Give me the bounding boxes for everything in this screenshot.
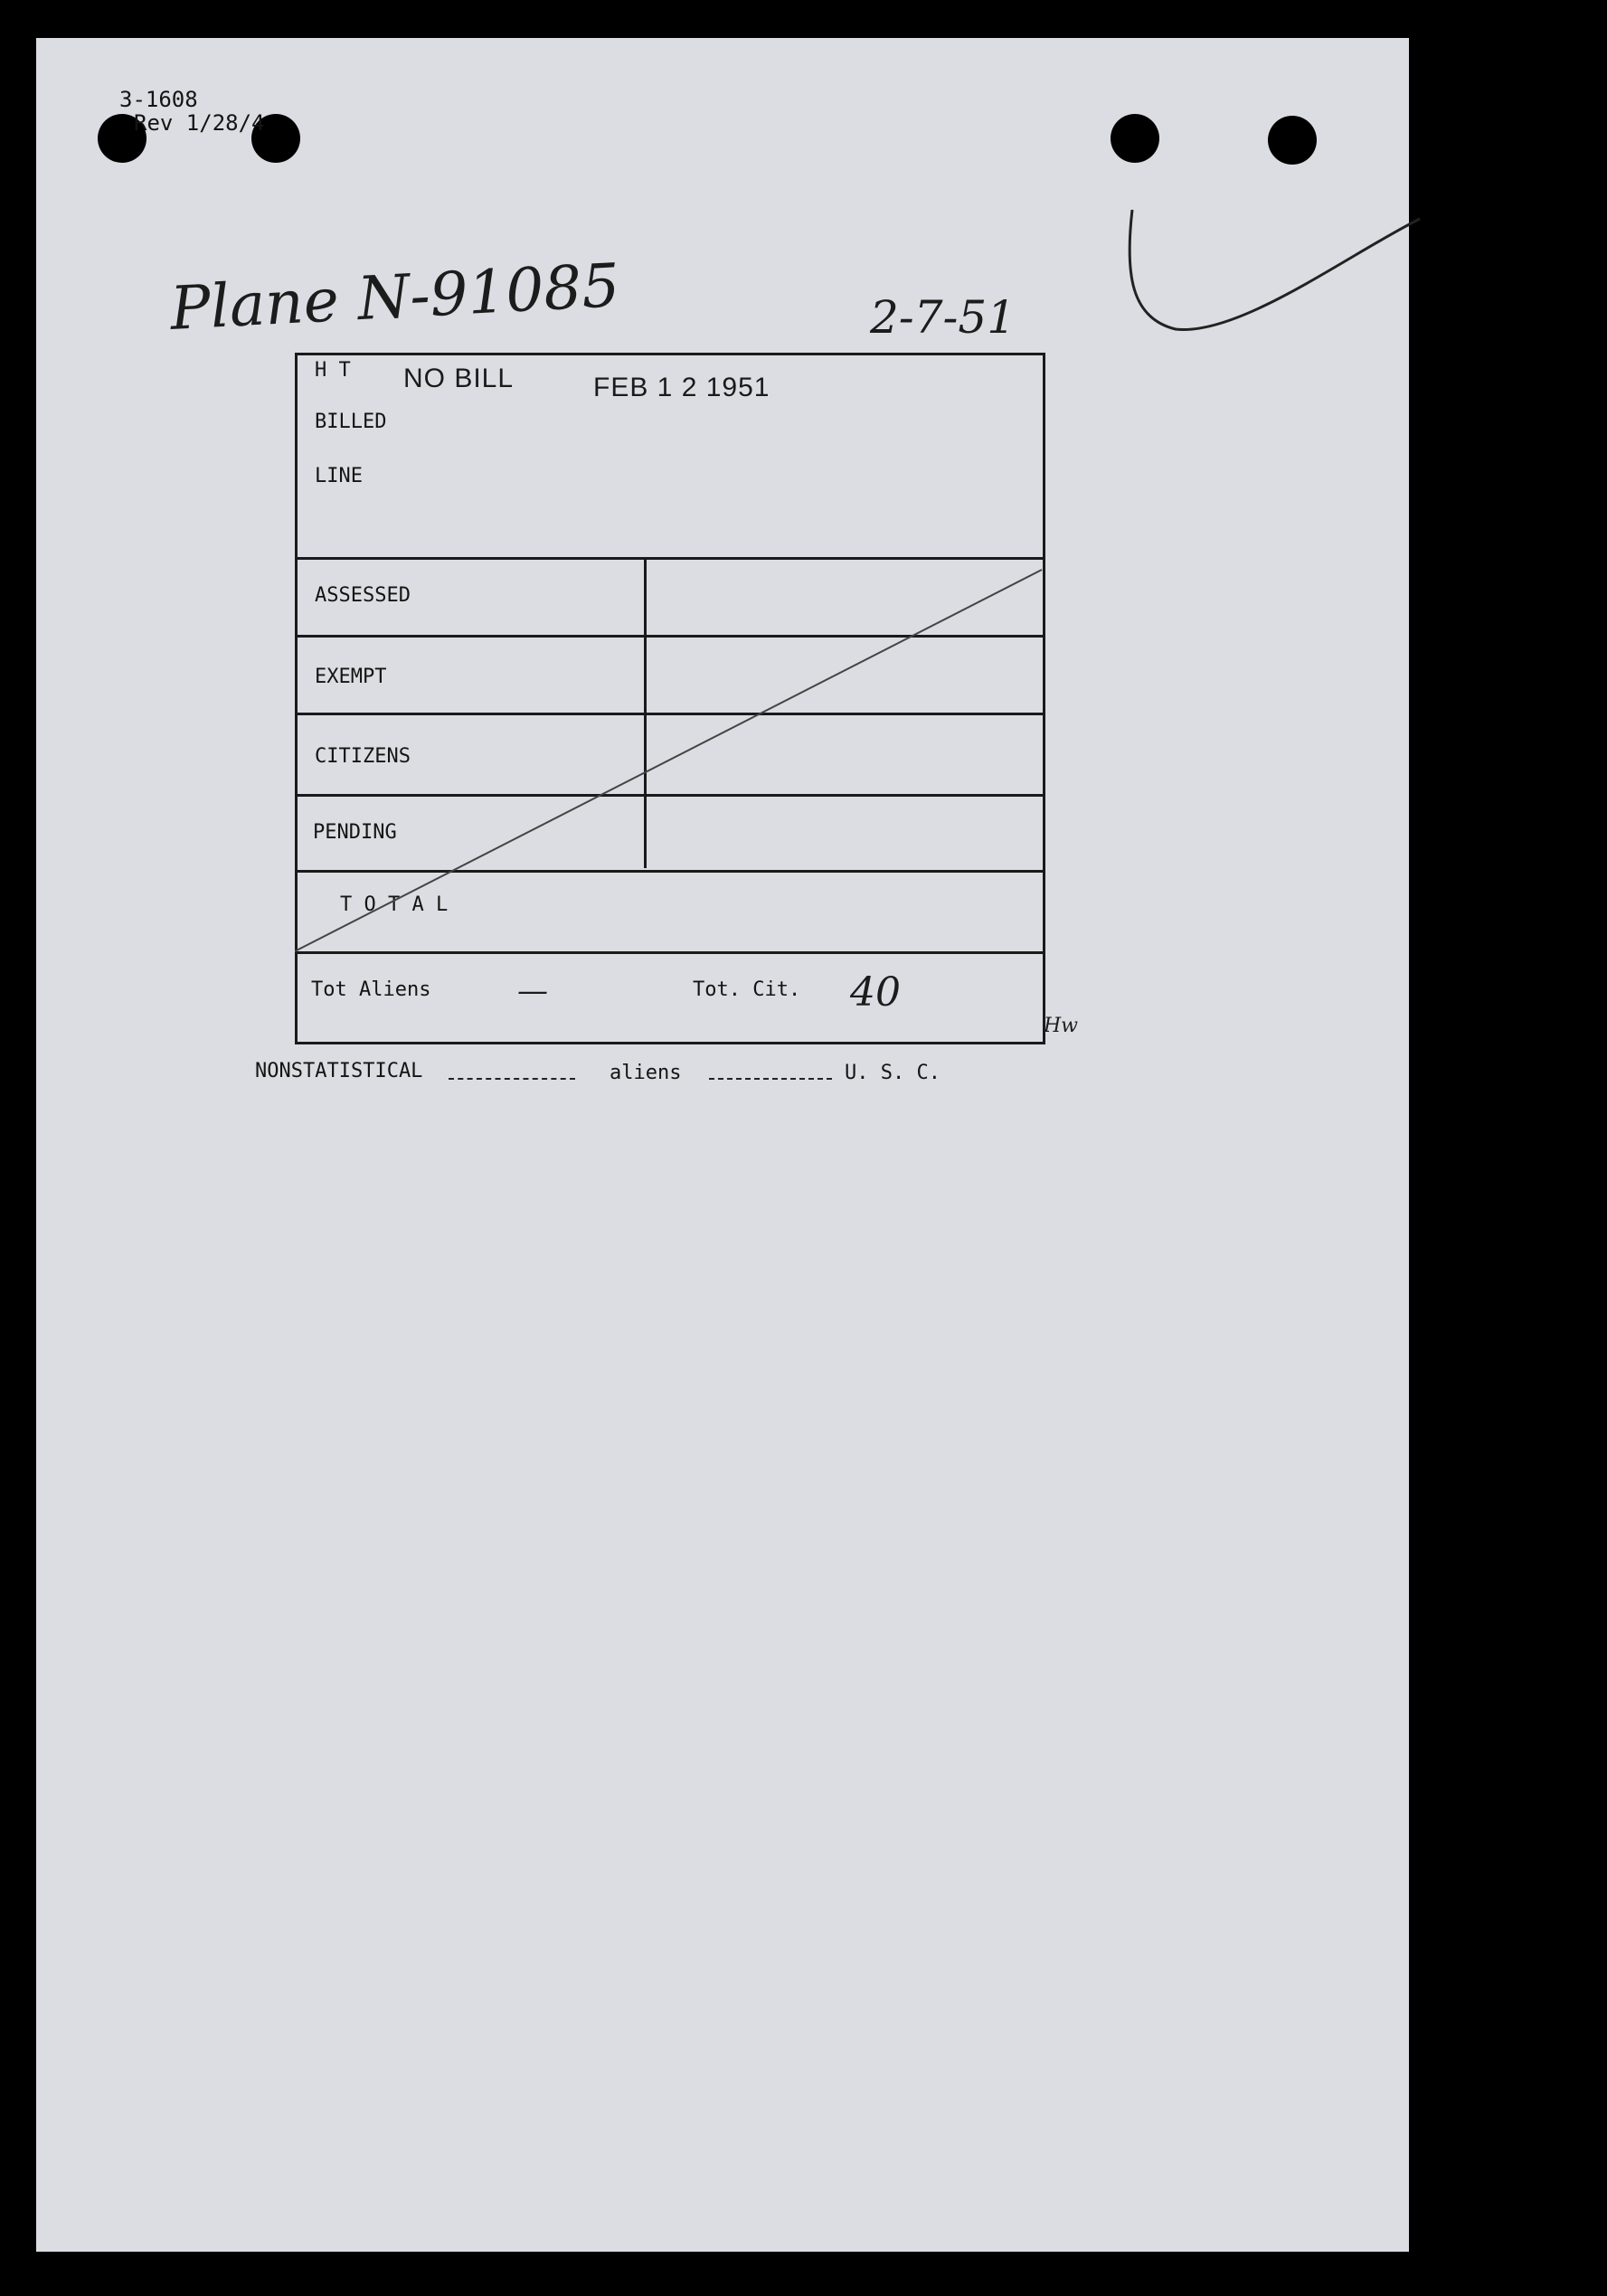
plane-number: Plane N-91085 xyxy=(168,250,622,344)
aliens-label: aliens xyxy=(610,1062,682,1084)
tot-aliens-label: Tot Aliens xyxy=(311,978,431,1001)
no-bill-stamp: NO BILL xyxy=(403,364,515,393)
assessed-label: ASSESSED xyxy=(315,584,411,607)
aliens-blank xyxy=(449,1078,575,1080)
usc-blank xyxy=(709,1078,832,1080)
check-mark-icon xyxy=(1121,174,1429,364)
form-revision: Rev 1/28/4 xyxy=(134,110,265,136)
punch-hole-right-1 xyxy=(1111,114,1159,163)
tot-cit-value: 40 xyxy=(850,969,901,1016)
date-received-stamp: FEB 1 2 1951 xyxy=(593,373,770,402)
ht-label: H T xyxy=(315,359,351,382)
exempt-label: EXEMPT xyxy=(315,666,387,688)
pending-label: PENDING xyxy=(313,821,397,844)
total-label: T O T A L xyxy=(340,893,449,916)
tot-aliens-value: — xyxy=(517,973,548,1009)
form-number: 3-1608 xyxy=(119,87,198,112)
nonstatistical-label: NONSTATISTICAL xyxy=(255,1060,423,1082)
billed-label: BILLED xyxy=(315,411,387,433)
punch-hole-right-2 xyxy=(1268,116,1317,165)
citizens-label: CITIZENS xyxy=(315,745,411,768)
usc-label: U. S. C. xyxy=(845,1062,941,1084)
tot-cit-label: Tot. Cit. xyxy=(693,978,801,1001)
line-label: LINE xyxy=(315,465,363,487)
document-page xyxy=(36,38,1409,2252)
box-top-border xyxy=(295,353,1045,355)
box-bottom-border xyxy=(295,1042,1045,1044)
initials: Hw xyxy=(1044,1015,1079,1037)
strike-through-line xyxy=(295,553,1054,960)
handwritten-date: 2-7-51 xyxy=(870,291,1016,344)
